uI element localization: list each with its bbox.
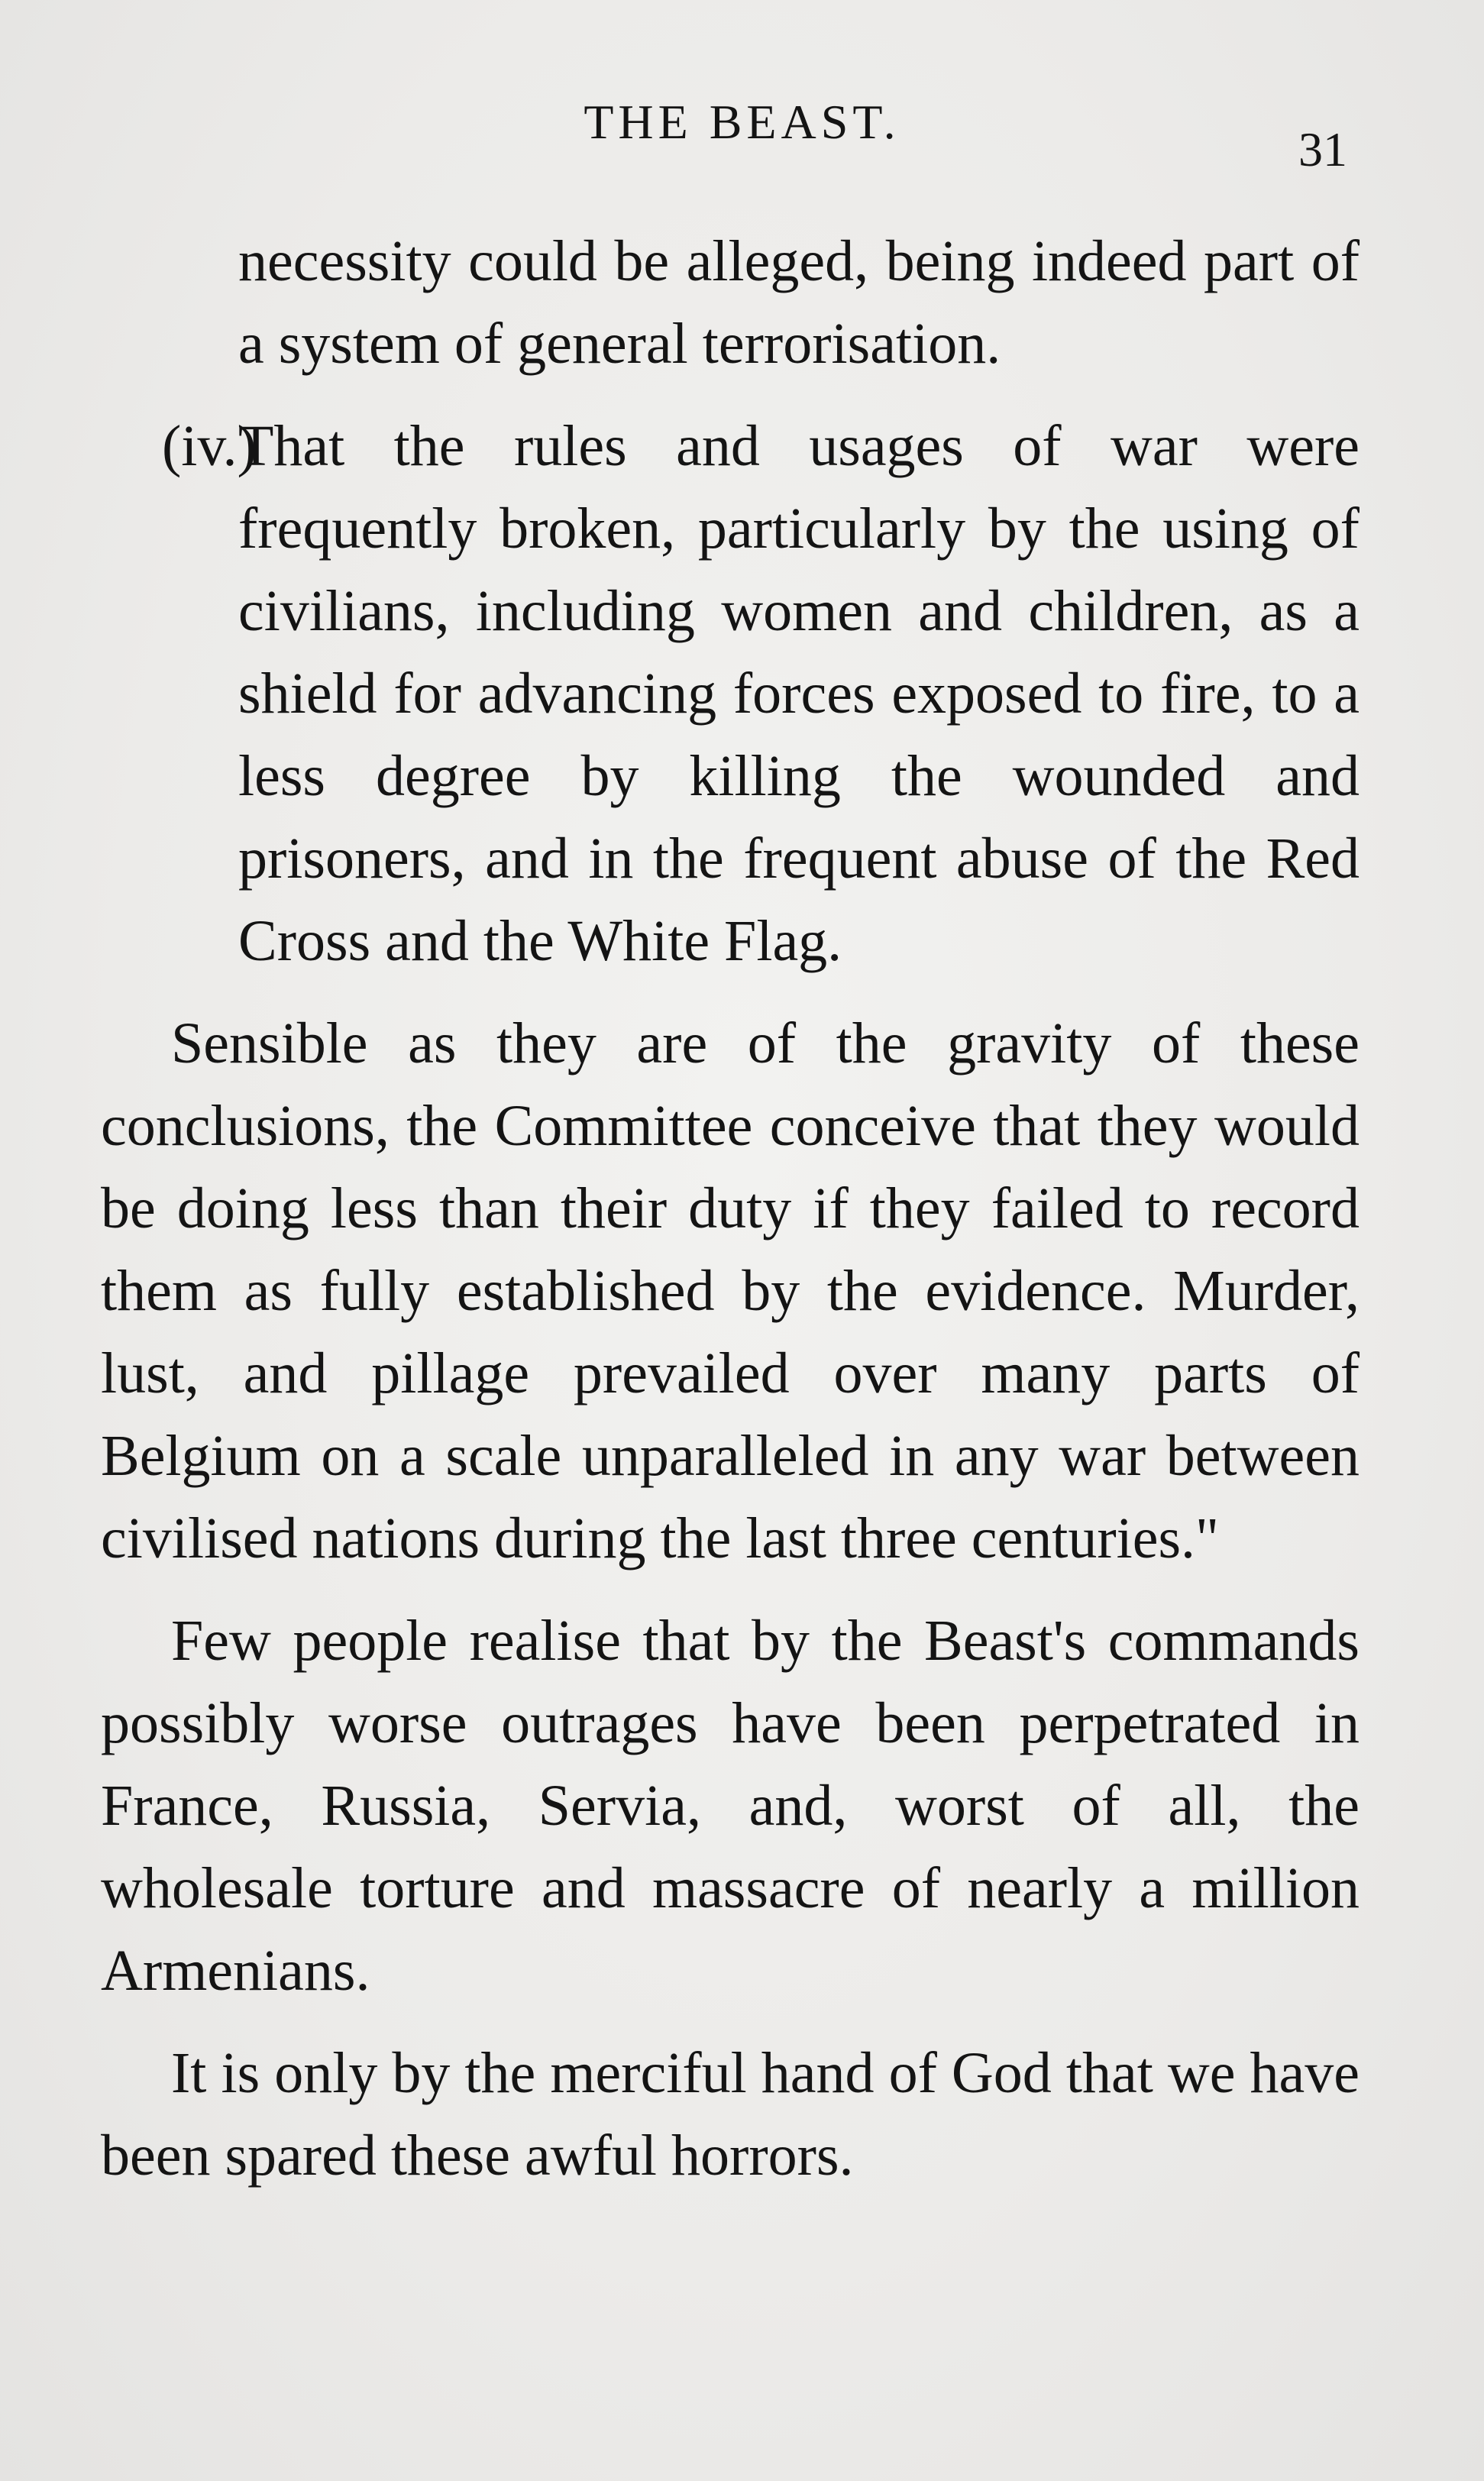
page-number: 31 <box>1298 122 1347 176</box>
paragraph-1: Sensible as they are of the gravity of these conclusions, the Committee conceive that they would be doing less than their duty if they failed to record them as fully established by the evidence. Murder, lust, and pillage prevailed over many parts of Belgium on a scale unparalleled in any war between civilised nations during the last three centuries." <box>101 1011 1360 1570</box>
continuation-paragraph: necessity could be alleged, being indeed part of a system of general terrorisation. <box>238 229 1360 376</box>
list-item-iv <box>162 405 1360 982</box>
page-body <box>101 220 1360 2197</box>
paragraph-3: It is only by the merciful hand of God that we have been spared these awful horrors. <box>101 2041 1360 2188</box>
paragraph-2: Few people realise that by the Beast's commands possibly worse outrages have been perpetrated in France, Russia, Servia, and, worst of all, the wholesale torture and massacre of nearly a million Armenians. <box>101 1609 1360 2003</box>
list-item-label: (iv.) <box>162 414 257 478</box>
list-item-text: That the rules and usages of war were frequently broken, particularly by the using of civilians, including women and children, as a shield for advancing forces exposed to fire, to a less degree by killing the wounded and prisoners, and in the frequent abuse of the Red Cross and the White Flag. <box>238 414 1360 973</box>
running-head: THE BEAST. <box>584 95 900 149</box>
